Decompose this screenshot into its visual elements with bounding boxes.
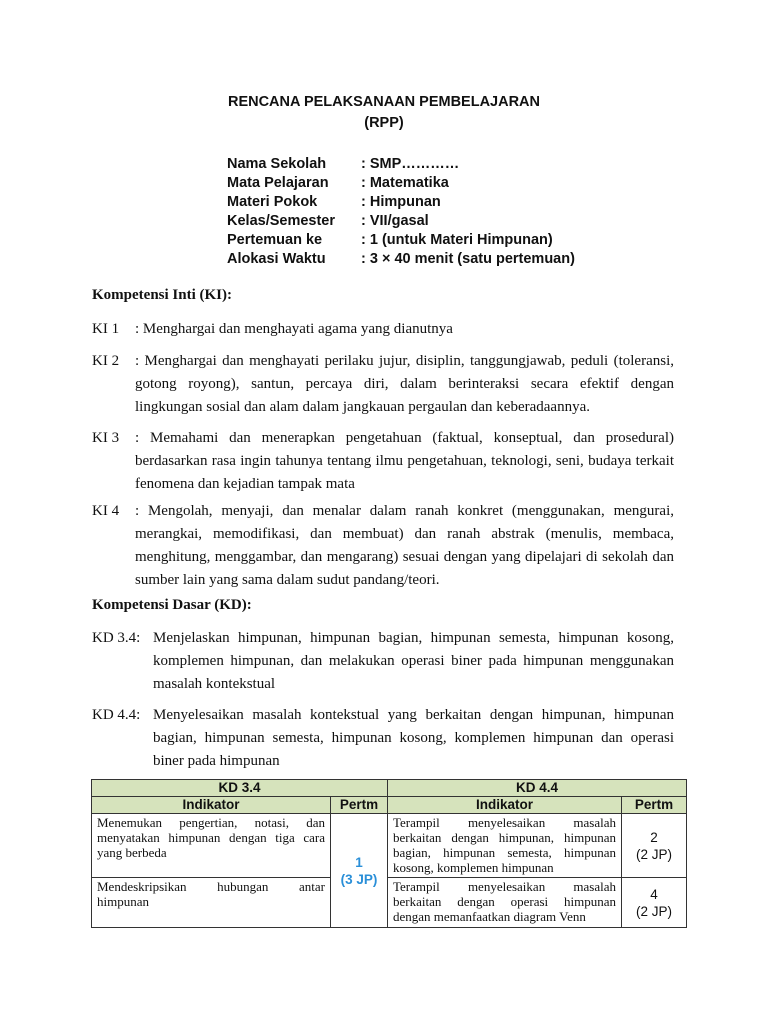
table-subheader-row — [92, 797, 687, 814]
pertm-cell-right — [622, 814, 687, 878]
identity-value: : Matematika — [361, 175, 449, 191]
identity-label: Mata Pelajaran — [227, 175, 329, 191]
pertm-number: 1 — [355, 854, 363, 870]
kd-code: KD 4.4: — [92, 707, 141, 723]
ki-code: KI 3 — [92, 430, 120, 446]
ki-item-4 — [92, 500, 674, 592]
ki-text: : Menghargai dan menghayati perilaku jujur, disiplin, tanggungjawab, peduli (toleransi, gotong royong), santun, percaya diri, dalam berinteraksi secara efektif dengan lingkungan sosial dan alam dalam jangkauan pergaulan dan keberadaannya. — [135, 353, 674, 415]
indicator-cell: Terampil menyelesaikan masalah berkaitan dengan himpunan, himpunan bagian, himpunan semesta, himpunan kosong, komplemen himpunan — [388, 814, 622, 878]
identity-label: Kelas/Semester — [227, 213, 336, 229]
ki-text: : Memahami dan menerapkan pengetahuan (faktual, konseptual, dan prosedural) berdasarkan rasa ingin tahunya tentang ilmu pengetahuan, teknologi, seni, budaya terkait fenomena dan kejadian tampak mata — [135, 430, 674, 492]
identity-value: : Himpunan — [361, 194, 441, 210]
identity-row-time — [227, 250, 575, 269]
kd-text: Menjelaskan himpunan, himpunan bagian, himpunan semesta, himpunan kosong, komplemen himpunan, dan melakukan operasi biner pada himpunan menggunakan masalah kontekstual — [153, 630, 674, 692]
identity-block — [227, 155, 575, 269]
indicator-cell: Mendeskripsikan hubungan antar himpunan — [92, 878, 331, 928]
ki-text: : Menghargai dan menghayati agama yang dianutnya — [135, 321, 453, 337]
col-pertm-right: Pertm — [622, 797, 687, 814]
col-indikator-left: Indikator — [92, 797, 331, 814]
document-title: RENCANA PELAKSANAAN PEMBELAJARAN — [227, 94, 541, 110]
pertm-jp: (2 JP) — [635, 903, 672, 919]
identity-value: : 3 × 40 menit (satu pertemuan) — [361, 251, 575, 267]
kd-item-3-4 — [92, 627, 674, 696]
ki-code: KI 1 — [92, 321, 120, 337]
ki-text: : Mengolah, menyaji, dan menalar dalam ranah konkret (menggunakan, mengurai, merangkai, memodifikasi, dan membuat) dan ranah abstrak (menulis, membaca, menghitung, menggambar, dan mengarang) sesuai dengan yang dipelajari di sekolah dan sumber lain yang sama dalam sudut pandang/teori. — [135, 503, 674, 588]
identity-label: Nama Sekolah — [227, 156, 327, 172]
identity-row-topic — [227, 193, 575, 212]
kd-text: Menyelesaikan masalah kontekstual yang berkaitan dengan himpunan, himpunan bagian, himpunan semesta, himpunan kosong, komplemen himpunan dan operasi biner pada himpunan — [153, 707, 674, 769]
table-row — [92, 814, 687, 878]
identity-label: Materi Pokok — [227, 194, 318, 210]
kd-item-4-4 — [92, 704, 674, 773]
identity-value: : VII/gasal — [361, 213, 429, 229]
table-header-row — [92, 780, 687, 797]
identity-value: : 1 (untuk Materi Himpunan) — [361, 232, 553, 248]
indicator-table — [91, 779, 687, 928]
pertm-jp: (3 JP) — [340, 871, 378, 887]
indicator-cell: Menemukan pengertian, notasi, dan menyatakan himpunan dengan tiga cara yang berbeda — [92, 814, 331, 878]
ki-heading: Kompetensi Inti (KI): — [92, 287, 232, 303]
identity-row-class — [227, 212, 575, 231]
table-row — [92, 878, 687, 928]
ki-code: KI 2 — [92, 353, 120, 369]
ki-code: KI 4 — [92, 503, 120, 519]
col-pertm-left: Pertm — [331, 797, 388, 814]
pertm-cell-right — [622, 878, 687, 928]
ki-item-2 — [92, 350, 674, 419]
identity-row-meeting — [227, 231, 575, 250]
col-indikator-right: Indikator — [388, 797, 622, 814]
pertm-number: 4 — [650, 886, 658, 902]
identity-label: Pertemuan ke — [227, 232, 323, 248]
identity-row-school — [227, 155, 575, 174]
ki-item-1 — [92, 318, 674, 341]
kd-right-header: KD 4.4 — [388, 780, 687, 797]
document-subtitle: (RPP) — [364, 115, 404, 131]
pertm-cell-left — [331, 814, 388, 928]
pertm-jp: (2 JP) — [635, 846, 672, 862]
identity-row-subject — [227, 174, 575, 193]
identity-value: : SMP………… — [361, 156, 460, 172]
indicator-cell: Terampil menyelesaikan masalah berkaitan dengan operasi himpunan dengan memanfaatkan diagram Venn — [388, 878, 622, 928]
ki-item-3 — [92, 427, 674, 496]
pertm-number: 2 — [650, 829, 658, 845]
kd-heading: Kompetensi Dasar (KD): — [92, 597, 252, 613]
identity-label: Alokasi Waktu — [227, 251, 326, 267]
kd-code: KD 3.4: — [92, 630, 141, 646]
kd-left-header: KD 3.4 — [92, 780, 388, 797]
